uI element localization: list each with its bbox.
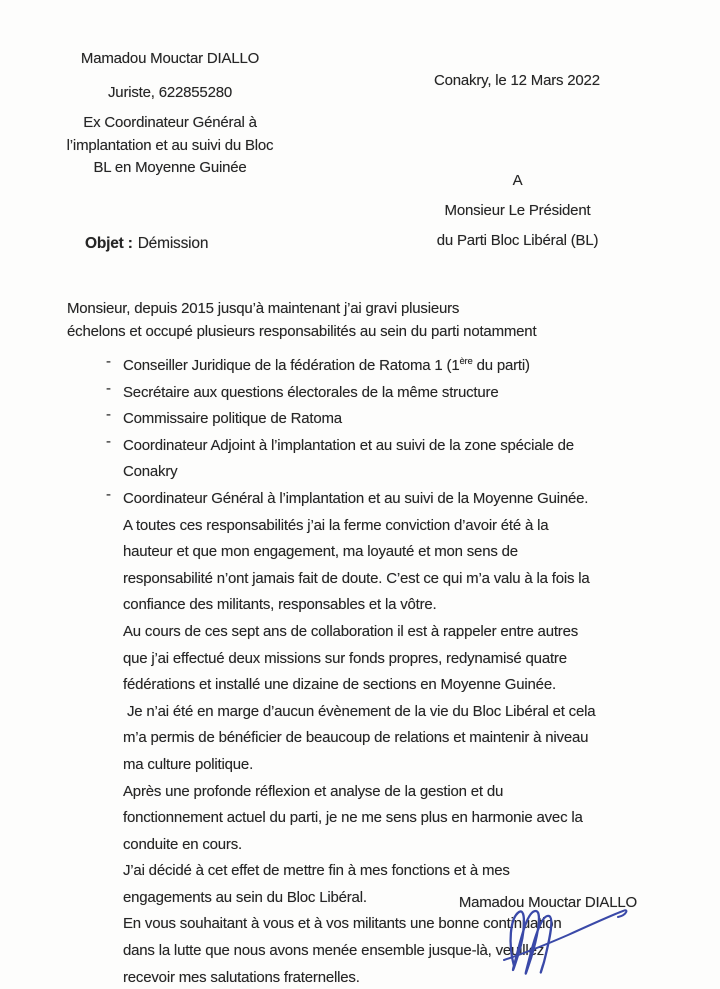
body-line xyxy=(123,670,683,697)
subject-line xyxy=(85,233,208,256)
body-text: engagements au sein du Bloc Libéral. xyxy=(123,888,367,906)
body-text: dans la lutte que nous avons menée ensemble jusque-là, veuillez xyxy=(123,942,545,960)
body-text: conduite en cours. xyxy=(123,835,242,853)
bullet-dash: - xyxy=(106,432,111,450)
body-line xyxy=(123,777,683,804)
body-text: Au cours de ces sept ans de collaboration il est à rappeler entre autres xyxy=(123,622,579,640)
body-line xyxy=(123,856,683,883)
body-line xyxy=(106,431,683,458)
sender-block xyxy=(42,48,298,180)
body-line xyxy=(123,803,683,830)
body-line xyxy=(123,457,683,484)
body-text: Conakry xyxy=(123,463,178,481)
body-line xyxy=(123,697,683,724)
body-line xyxy=(123,564,683,591)
body-text: fédérations et installé une dizaine de sections en Moyenne Guinée. xyxy=(123,676,556,694)
body-line xyxy=(106,404,683,431)
body-line xyxy=(123,830,683,857)
body-text: fonctionnement actuel du parti, je ne me sens plus en harmonie avec la xyxy=(123,809,583,827)
body-line xyxy=(123,590,683,617)
sender-title: Juriste, 622855280 xyxy=(108,83,232,101)
intro-line: Monsieur, depuis 2015 jusqu’à maintenant j’ai gravi plusieurs xyxy=(67,300,460,317)
intro-paragraph xyxy=(67,298,657,343)
body-text: Conseiller Juridique de la fédération de Ratoma 1 (1 xyxy=(123,357,460,374)
body-text: Commissaire politique de Ratoma xyxy=(123,410,342,428)
sender-role-line: BL en Moyenne Guinée xyxy=(93,159,247,177)
body-text: A toutes ces responsabilités j’ai la ferme conviction d’avoir été à la xyxy=(123,516,549,534)
intro-line: échelons et occupé plusieurs responsabilités au sein du parti notamment xyxy=(67,322,537,340)
body-text-after-sup: du parti) xyxy=(472,357,530,374)
body-text: Secrétaire aux questions électorales de la même structure xyxy=(123,383,499,401)
bullet-dash: - xyxy=(106,379,111,397)
body-line xyxy=(123,617,683,644)
superscript-text: ère xyxy=(459,356,473,367)
body-text: m’a permis de bénéficier de beaucoup de relations et maintenir à niveau xyxy=(123,729,589,747)
body-text: ma culture politique. xyxy=(123,755,254,773)
body-text: Coordinateur Adjoint à l’implantation et au suivi de la zone spéciale de xyxy=(123,436,574,454)
recipient-line: Monsieur Le Président xyxy=(444,201,591,219)
signature-name: Mamadou Mouctar DIALLO xyxy=(458,894,637,911)
subject-value: Démission xyxy=(137,235,209,252)
sender-role xyxy=(42,112,298,180)
body-line xyxy=(123,750,683,777)
body-line xyxy=(123,537,683,564)
body-text: hauteur et que mon engagement, ma loyauté et mon sens de xyxy=(123,543,518,561)
subject-label: Objet : xyxy=(85,235,133,252)
body-line xyxy=(123,511,683,538)
body-text: que j’ai effectué deux missions sur fonds propres, redynamisé quatre xyxy=(123,649,567,667)
body-line xyxy=(106,351,683,378)
body-text: Je n’ai été en marge d’aucun évènement de la vie du Bloc Libéral et cela xyxy=(123,702,596,720)
bullet-dash: - xyxy=(106,485,111,503)
body-text: responsabilité n’ont jamais fait de doute. C’est ce qui m’a valu à la fois la xyxy=(123,569,590,587)
body-line xyxy=(106,484,683,511)
signature-loops xyxy=(511,911,552,974)
bullet-dash: - xyxy=(106,353,111,370)
body-text: En vous souhaitant à vous et à vos militants une bonne continuation xyxy=(123,915,562,933)
handwritten-signature xyxy=(490,902,640,984)
recipient-line: du Parti Bloc Libéral (BL) xyxy=(436,231,599,249)
dateline: Conakry, le 12 Mars 2022 xyxy=(434,72,600,89)
recipient-line: A xyxy=(512,172,523,189)
body-line xyxy=(123,723,683,750)
body-line xyxy=(123,644,683,671)
recipient-block xyxy=(425,170,610,260)
body-text: Après une profonde réflexion et analyse de la gestion et du xyxy=(123,782,504,800)
body-line xyxy=(106,378,683,405)
sender-name: Mamadou Mouctar DIALLO xyxy=(80,50,260,67)
sender-role-line: l’implantation et au suivi du Bloc xyxy=(66,136,274,154)
body-text: Coordinateur Général à l’implantation et au suivi de la Moyenne Guinée. xyxy=(123,489,589,507)
bullet-dash: - xyxy=(106,406,111,424)
body-text: confiance des militants, responsables et la vôtre. xyxy=(123,596,437,614)
body-text: recevoir mes salutations fraternelles. xyxy=(123,968,360,986)
body-text: J’ai décidé à cet effet de mettre fin à mes fonctions et à mes xyxy=(123,862,510,880)
sender-role-line: Ex Coordinateur Général à xyxy=(83,114,257,132)
